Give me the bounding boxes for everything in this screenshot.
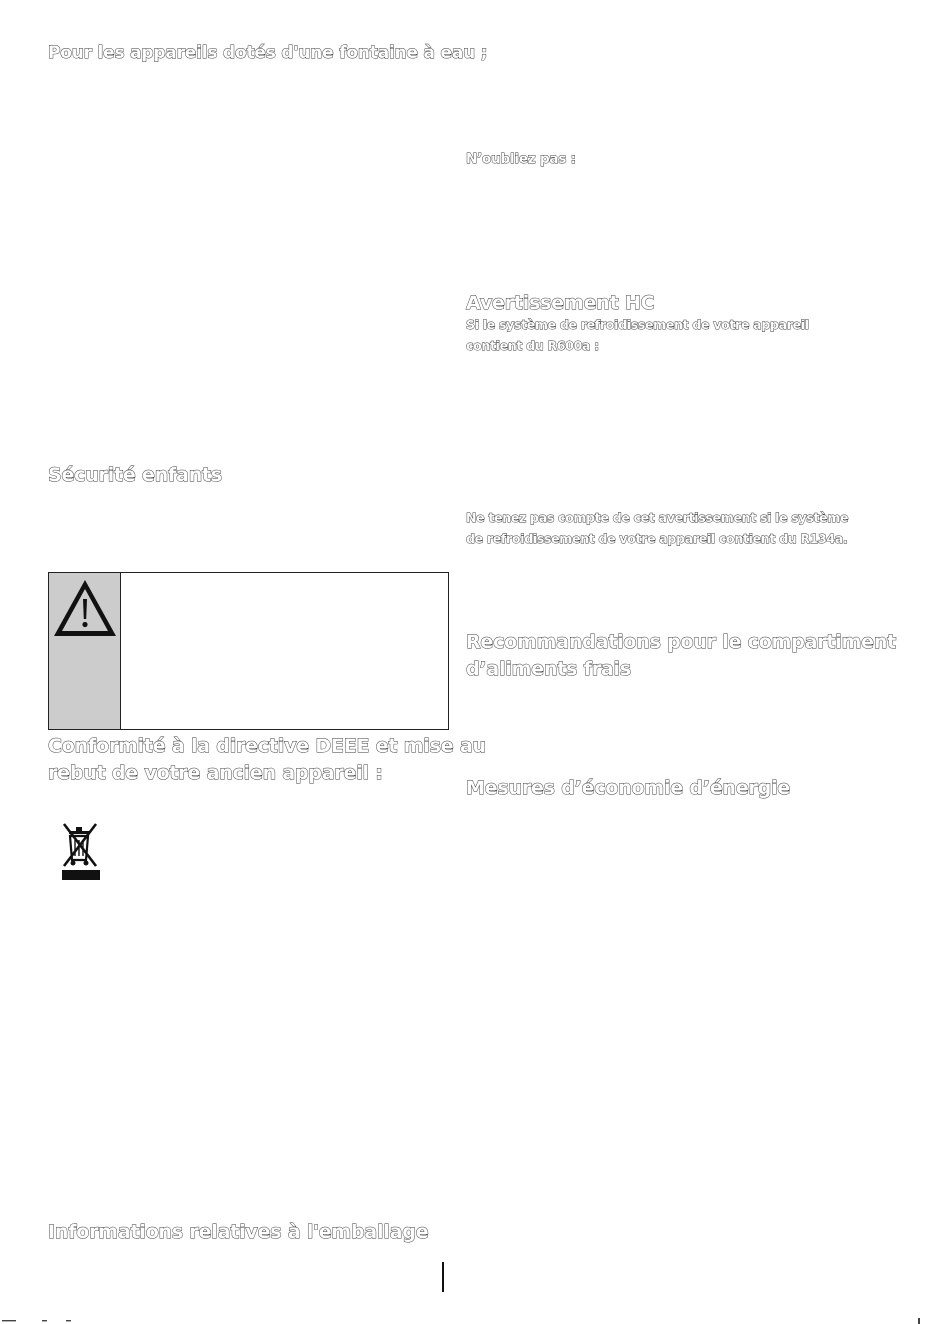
water-dispenser-heading: Pour les appareils dotés d'une fontaine à eau ; xyxy=(48,43,488,63)
r134a-note-line2: de refroidissement de votre appareil contient du R134a. xyxy=(466,531,848,546)
hc-warning-line2: contient du R600a : xyxy=(466,338,599,353)
warning-gutter xyxy=(49,573,121,729)
crop-marks xyxy=(0,1318,933,1324)
hc-warning-line1: Si le système de refroidissement de votre appareil xyxy=(466,317,809,332)
crossed-out-wheelie-bin-icon xyxy=(60,822,102,882)
weee-heading-line1: Conformité à la directive DEEE et mise au xyxy=(48,735,486,757)
energy-saving-heading: Mesures d’économie d’énergie xyxy=(466,777,791,799)
weee-heading-line2: rebut de votre ancien appareil : xyxy=(48,762,383,784)
r134a-note-line1: Ne tenez pas compte de cet avertissement si le système xyxy=(466,510,849,525)
warning-triangle-icon xyxy=(52,577,118,639)
packaging-heading: Informations relatives à l'emballage xyxy=(48,1221,429,1243)
hc-warning-heading: Avertissement HC xyxy=(466,292,655,314)
fresh-food-heading-line2: d’aliments frais xyxy=(466,658,631,680)
page-divider xyxy=(442,1262,444,1292)
child-safety-heading: Sécurité enfants xyxy=(48,464,223,486)
fresh-food-heading-line1: Recommandations pour le compartiment xyxy=(466,631,897,653)
remember-heading: N’oubliez pas : xyxy=(466,151,576,167)
warning-box xyxy=(48,572,449,730)
